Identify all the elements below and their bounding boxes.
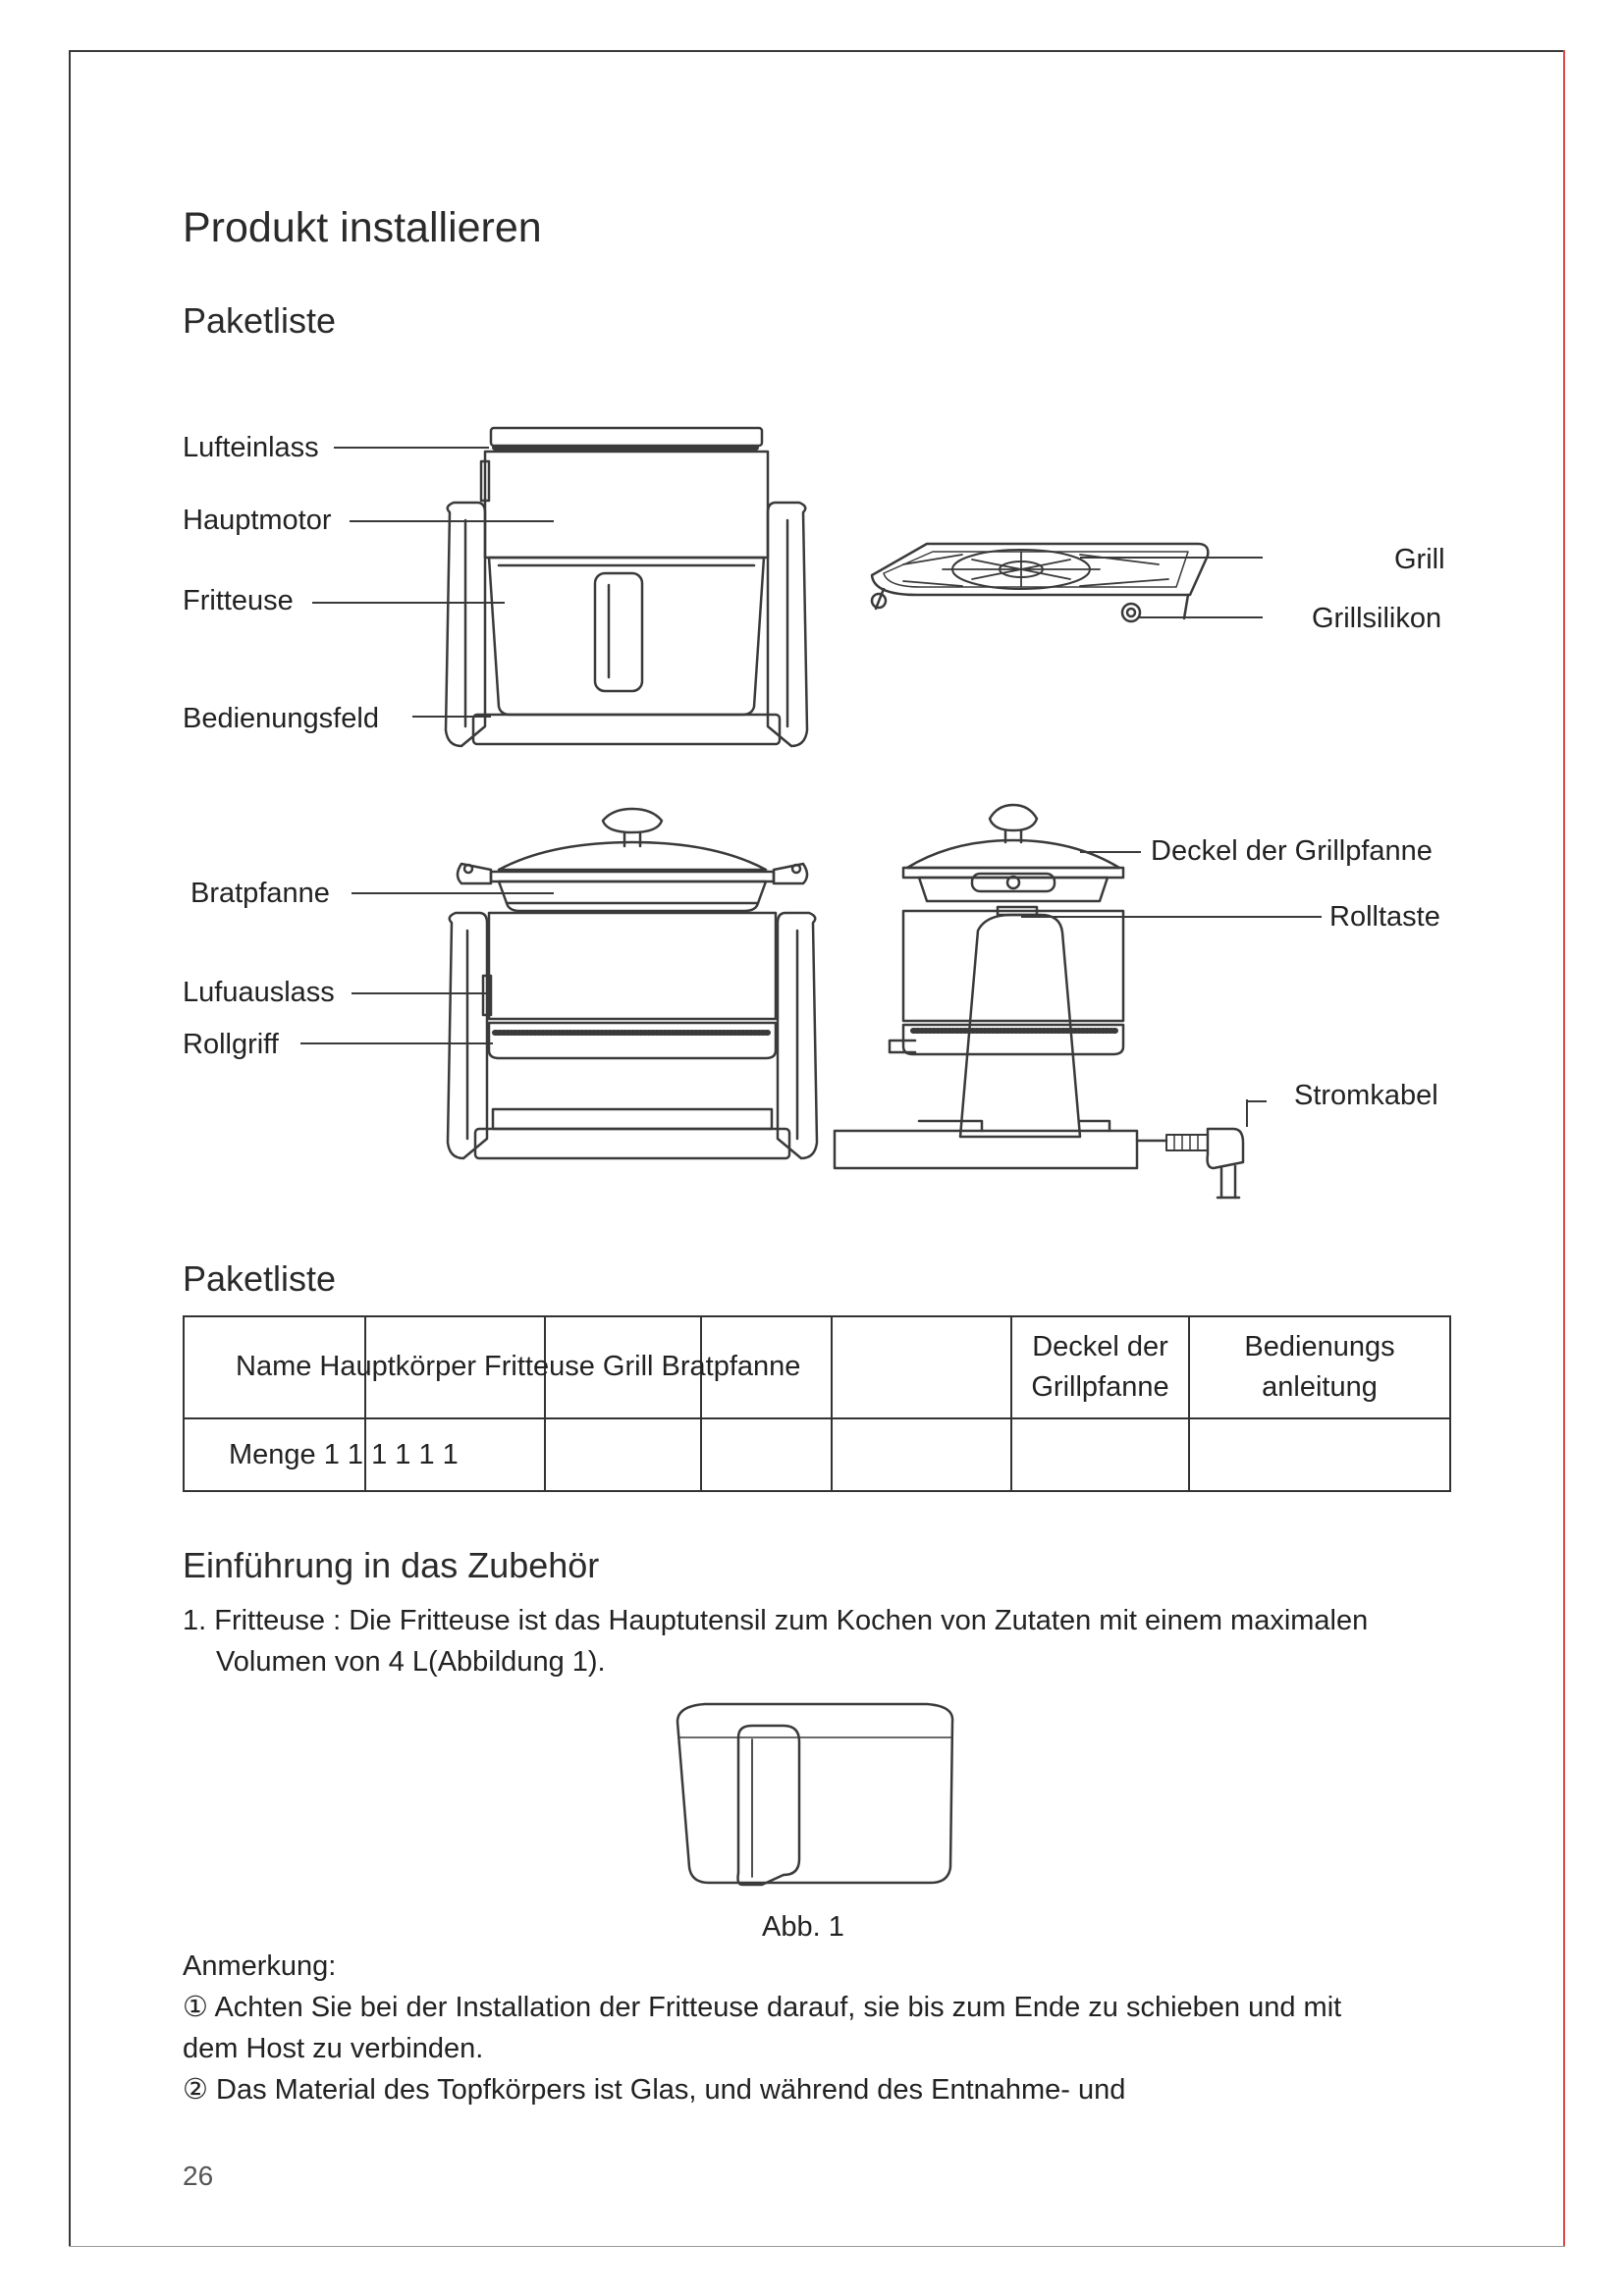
label-hauptmotor: Hauptmotor xyxy=(183,505,332,536)
bedienungs-line1: Bedienungs xyxy=(1244,1331,1395,1363)
label-stromkabel: Stromkabel xyxy=(1294,1080,1438,1111)
deckel-line1: Deckel der xyxy=(1032,1331,1168,1363)
section-heading-package-list: Paketliste xyxy=(183,300,337,341)
label-bratpfanne: Bratpfanne xyxy=(190,878,330,909)
notes xyxy=(183,1946,1341,2110)
label-bedienungsfeld: Bedienungsfeld xyxy=(183,703,379,734)
label-lufteinlass: Lufteinlass xyxy=(183,432,319,463)
label-fritteuse: Fritteuse xyxy=(183,585,294,616)
note-1-line1: ① Achten Sie bei der Installation der Fritteuse darauf, sie bis zum Ende zu schieben und mit xyxy=(183,1992,1342,2023)
bedienungs-line2: anleitung xyxy=(1262,1371,1378,1403)
section-heading-package-list-table: Paketliste xyxy=(183,1258,337,1299)
note-2-line1: ② Das Material des Topfkörpers ist Glas, und während des Entnahme- und xyxy=(183,2074,1126,2106)
label-rolltaste: Rolltaste xyxy=(1329,901,1440,933)
label-lufuauslass: Lufuauslass xyxy=(183,977,335,1008)
page-title: Produkt installieren xyxy=(183,204,542,251)
label-deckel-der-grillpfanne: Deckel der Grillpfanne xyxy=(1151,835,1433,867)
label-grill: Grill xyxy=(1394,544,1445,575)
section-heading-accessories: Einführung in das Zubehör xyxy=(183,1545,600,1585)
figure-1-caption: Abb. 1 xyxy=(762,1911,844,1943)
deckel-line2: Grillpfanne xyxy=(1031,1371,1169,1403)
table-quantity-row-text: Menge 1 1 1 1 1 1 xyxy=(229,1439,459,1470)
table-header-row-text: Name Hauptkörper Fritteuse Grill Bratpfanne xyxy=(236,1351,801,1382)
note-heading: Anmerkung: xyxy=(183,1950,337,1982)
label-grillsilikon: Grillsilikon xyxy=(1312,603,1442,634)
accessory-item-1-line1: 1. Fritteuse : Die Fritteuse ist das Hauptutensil zum Kochen von Zutaten mit einem maximalen xyxy=(183,1605,1369,1636)
page-number: 26 xyxy=(183,2161,214,2191)
label-rollgriff: Rollgriff xyxy=(183,1029,279,1060)
note-1-line2: dem Host zu verbinden. xyxy=(183,2033,484,2064)
accessory-item-1-line2: Volumen von 4 L(Abbildung 1). xyxy=(216,1646,606,1678)
